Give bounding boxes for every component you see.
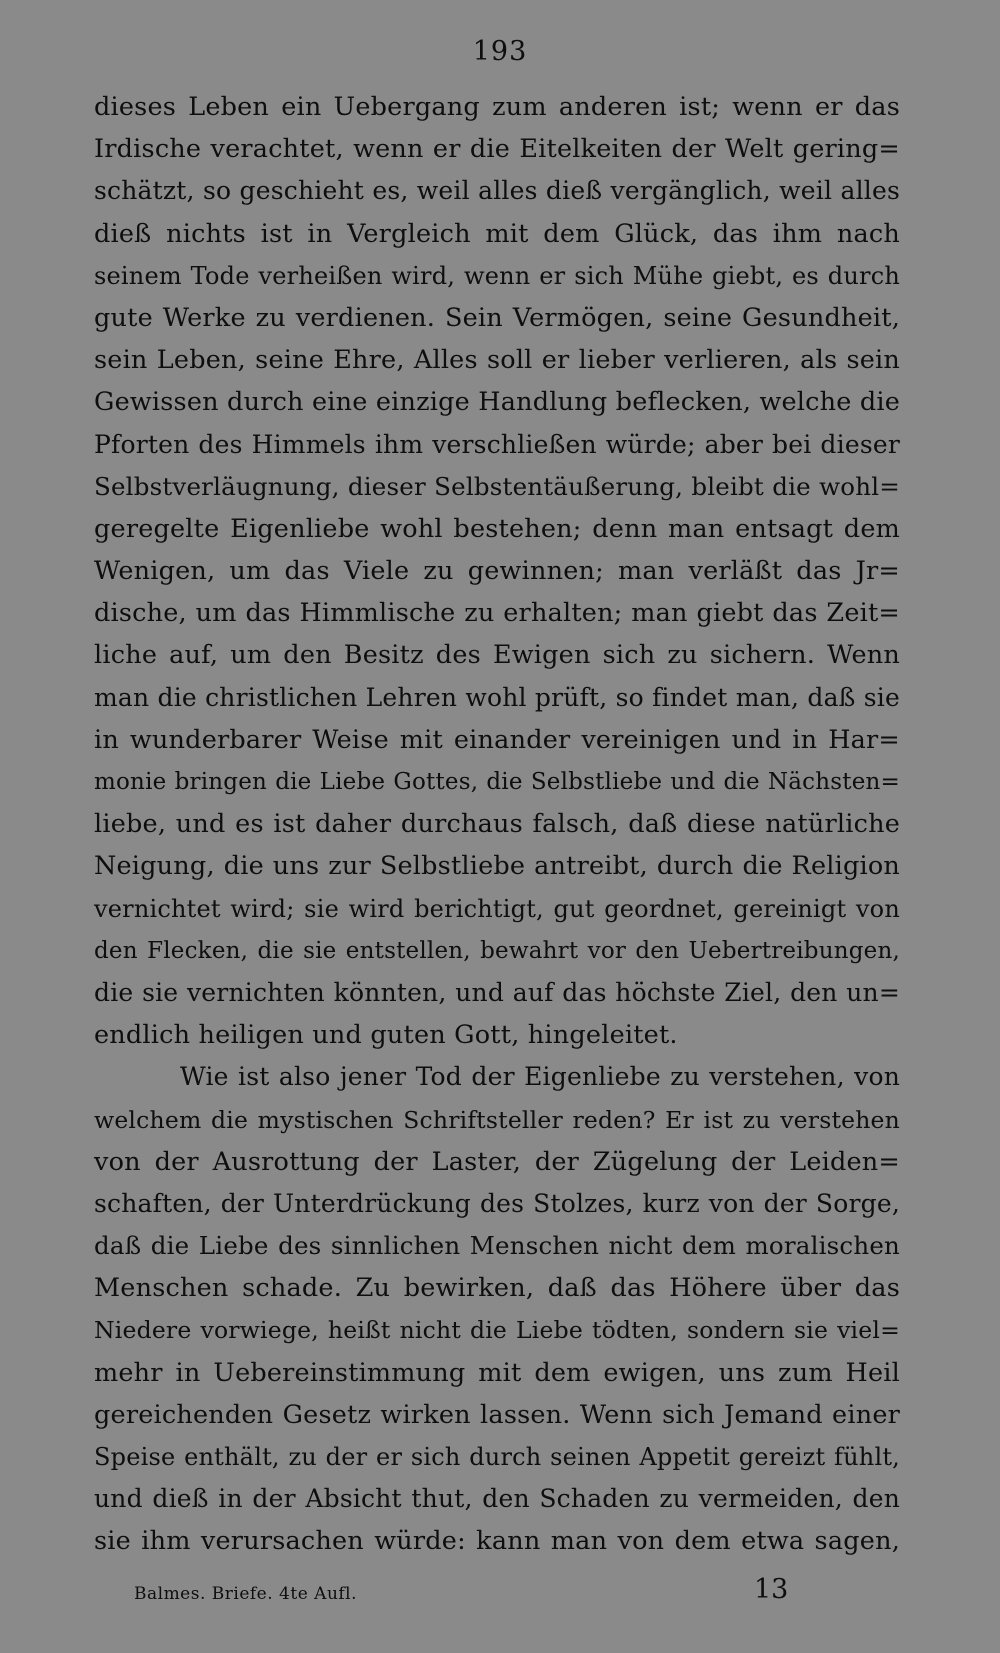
signature-mark: Balmes. Briefe. 4te Aufl. <box>134 1584 358 1604</box>
text-line: Speise enthält, zu der er sich durch seinen Appetit gereizt fühlt, <box>94 1443 900 1471</box>
text-line: Menschen schade. Zu bewirken, daß das Höhere über das <box>94 1273 900 1304</box>
text-line: Pforten des Himmels ihm verschließen würde; aber bei dieser <box>94 429 900 459</box>
text-line: mehr in Uebereinstimmung mit dem ewigen, uns zum Heil <box>94 1357 900 1388</box>
text-line: man die christlichen Lehren wohl prüft, so findet man, daß sie <box>94 682 900 712</box>
text-line: gute Werke zu verdienen. Sein Vermögen, seine Gesundheit, <box>94 302 900 333</box>
text-line: sein Leben, seine Ehre, Alles soll er lieber verlieren, als sein <box>94 345 900 376</box>
text-line: gereichenden Gesetz wirken lassen. Wenn sich Jemand einer <box>94 1399 900 1430</box>
text-line: daß die Liebe des sinnlichen Menschen nicht dem moralischen <box>94 1231 900 1261</box>
text-line: Niedere vorwiege, heißt nicht die Liebe tödten, sondern sie viel= <box>94 1316 900 1345</box>
paragraph-2 <box>94 1056 900 1562</box>
text-line: sie ihm verursachen würde: kann man von dem etwa sagen, <box>94 1526 900 1557</box>
text-line: die sie vernichten könnten, und auf das höchste Ziel, den un= <box>94 977 900 1007</box>
text-line: von der Ausrottung der Laster, der Zügelung der Leiden= <box>94 1146 900 1177</box>
text-line: dische, um das Himmlische zu erhalten; man giebt das Zeit= <box>94 598 900 629</box>
text-line: seinem Tode verheißen wird, wenn er sich Mühe giebt, es durch <box>94 261 900 290</box>
sheet-number: 13 <box>754 1574 789 1605</box>
page-footer <box>134 1572 789 1612</box>
text-line: Wenigen, um das Viele zu gewinnen; man verläßt das Jr= <box>94 556 900 587</box>
text-line: Selbstverläugnung, dieser Selbstentäußerung, bleibt die wohl= <box>94 471 900 501</box>
text-line: in wunderbarer Weise mit einander vereinigen und in Har= <box>94 724 900 755</box>
text-line: liche auf, um den Besitz des Ewigen sich zu sichern. Wenn <box>94 640 900 671</box>
text-line: vernichtet wird; sie wird berichtigt, gut geordnet, gereinigt von <box>94 894 900 923</box>
text-line: endlich heiligen und guten Gott, hingeleitet. <box>94 1020 678 1051</box>
text-line: liebe, und es ist daher durchaus falsch, daß diese natürliche <box>94 809 900 840</box>
text-line: dieß nichts ist in Vergleich mit dem Glück, das ihm nach <box>94 218 900 249</box>
text-line: Gewissen durch eine einzige Handlung beflecken, welche die <box>94 387 900 418</box>
page-number: 193 <box>472 36 528 67</box>
text-line: Neigung, die uns zur Selbstliebe antreibt, durch die Religion <box>94 851 900 882</box>
text-line: welchem die mystischen Schriftsteller reden? Er ist zu verstehen <box>94 1105 900 1134</box>
paragraph-1 <box>94 86 900 1056</box>
text-line: und dieß in der Absicht thut, den Schaden zu vermeiden, den <box>94 1484 900 1514</box>
text-line: schaften, der Unterdrückung des Stolzes, kurz von der Sorge, <box>94 1188 900 1218</box>
text-line: schätzt, so geschieht es, weil alles dieß vergänglich, weil alles <box>94 176 900 206</box>
text-line: dieses Leben ein Uebergang zum anderen ist; wenn er das <box>94 92 900 122</box>
text-line: monie bringen die Liebe Gottes, die Selbstliebe und die Nächsten= <box>94 769 900 795</box>
text-line: Wie ist also jener Tod der Eigenliebe zu verstehen, von <box>180 1062 900 1092</box>
text-line: Irdische verachtet, wenn er die Eitelkeiten der Welt gering= <box>94 134 900 165</box>
text-line: den Flecken, die sie entstellen, bewahrt vor den Uebertreibungen, <box>94 937 900 964</box>
body-text <box>94 86 900 1563</box>
text-line: geregelte Eigenliebe wohl bestehen; denn man entsagt dem <box>94 513 900 544</box>
